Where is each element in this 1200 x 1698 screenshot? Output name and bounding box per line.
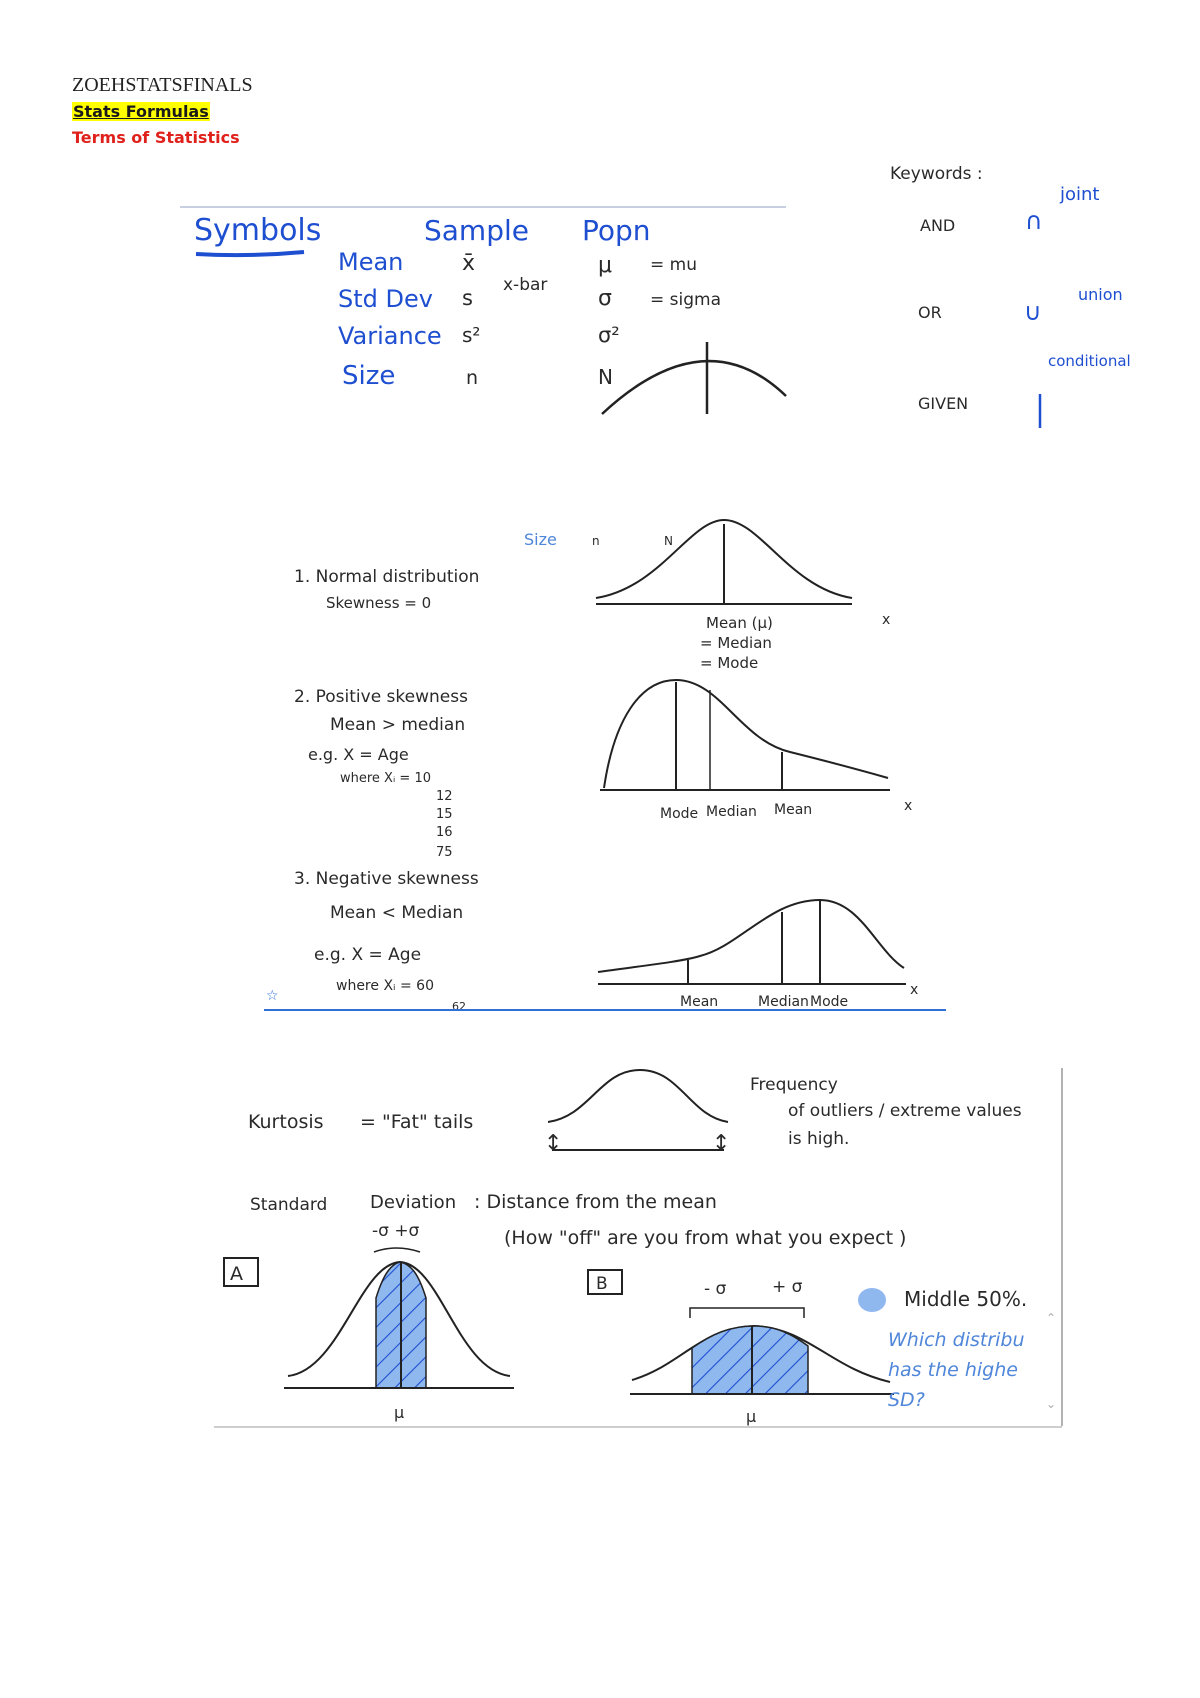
- kurtosis-label: Kurtosis: [248, 1111, 324, 1133]
- kurtosis-note-2: of outliers / extreme values: [788, 1101, 1022, 1121]
- kurtosis-curve: [548, 1070, 728, 1122]
- negative-skewness-detail: Mean < Median: [330, 903, 464, 923]
- normal-label-median: = Median: [700, 634, 772, 652]
- positive-skewness-title: 2. Positive skewness: [294, 687, 468, 707]
- col-sample-header: Sample: [424, 214, 529, 247]
- row-mean-popn-note: = mu: [650, 255, 697, 275]
- std-definition: : Distance from the mean: [474, 1191, 717, 1213]
- positive-value-3: 16: [436, 825, 453, 840]
- row-size-label: Size: [342, 361, 396, 391]
- positive-where: where Xᵢ = 10: [340, 771, 431, 786]
- legend-swatch: [858, 1288, 886, 1312]
- sigma-b-bracket: [690, 1308, 804, 1318]
- row-variance-sample: s²: [462, 323, 481, 347]
- negative-where: where Xᵢ = 60: [336, 978, 434, 994]
- sigma-b-plus: + σ: [772, 1277, 803, 1297]
- box-a-label: A: [230, 1263, 243, 1285]
- sigma-a-label: -σ +σ: [372, 1221, 420, 1241]
- popn-bell-curve: [602, 361, 786, 414]
- negative-value-1: 62: [452, 1000, 466, 1013]
- keyword-given-note: conditional: [1048, 352, 1131, 370]
- curve-b-middle-area: [692, 1326, 808, 1394]
- keyword-or-note: union: [1078, 285, 1123, 304]
- positive-label-mean: Mean: [774, 802, 813, 818]
- scroll-down-icon[interactable]: ⌄: [1046, 1397, 1057, 1411]
- kurtosis-left-arrow: ↕: [544, 1131, 563, 1156]
- kurtosis-sd-panel: [214, 1068, 1062, 1427]
- kurtosis-note-1: Frequency: [750, 1075, 838, 1095]
- sigma-a-bracket: [374, 1248, 420, 1252]
- positive-label-mode: Mode: [660, 806, 699, 822]
- kurtosis-note-3: is high.: [788, 1129, 850, 1149]
- row-mean-sample: x̄: [462, 251, 476, 276]
- normal-label-mode: = Mode: [700, 654, 759, 672]
- positive-x-label: x: [904, 798, 913, 814]
- negative-label-mode: Mode: [810, 994, 849, 1010]
- fragment-size: Size: [524, 530, 557, 549]
- keywords-heading: Keywords :: [890, 164, 983, 184]
- negative-label-median: Median: [758, 994, 809, 1010]
- row-size-sample: n: [466, 367, 479, 389]
- row-stddev-popn-note: = sigma: [650, 290, 721, 310]
- normal-distribution-title: 1. Normal distribution: [294, 567, 480, 587]
- positive-skewness-detail: Mean > median: [330, 715, 466, 735]
- skewness-panel: [264, 520, 946, 1013]
- negative-example: e.g. X = Age: [314, 945, 422, 965]
- row-stddev-sample: s: [462, 286, 473, 310]
- std-label-2: Deviation: [370, 1192, 457, 1213]
- keyword-or: OR: [918, 303, 942, 322]
- row-variance-popn: σ²: [598, 323, 620, 347]
- kurtosis-right-arrow: ↕: [712, 1131, 731, 1156]
- positive-skew-curve: [604, 680, 888, 788]
- negative-skewness-title: 3. Negative skewness: [294, 869, 479, 889]
- keyword-and: AND: [920, 216, 956, 235]
- union-symbol: ∪: [1024, 298, 1042, 326]
- normal-skewness-detail: Skewness = 0: [326, 594, 432, 612]
- positive-value-2: 15: [436, 807, 453, 822]
- legend-middle-50: Middle 50%.: [904, 1287, 1028, 1311]
- row-stddev-popn: σ: [598, 286, 612, 311]
- curve-b-mu: μ: [746, 1407, 757, 1426]
- symbols-table: [180, 207, 786, 414]
- positive-value-1: 12: [436, 789, 453, 804]
- sigma-b-minus: - σ: [704, 1279, 727, 1299]
- negative-label-mean: Mean: [680, 994, 719, 1010]
- question-line-2: has the highe: [888, 1359, 1018, 1381]
- kurtosis-definition: = "Fat" tails: [360, 1111, 474, 1133]
- normal-label-mean: Mean (μ): [706, 614, 773, 632]
- std-subtitle: (How "off" are you from what you expect ): [504, 1227, 907, 1249]
- row-stddev-label: Std Dev: [338, 285, 433, 313]
- document-title: ZOEHSTATSFINALS: [72, 74, 253, 96]
- keyword-given: GIVEN: [918, 394, 969, 413]
- row-mean-popn: μ: [598, 253, 612, 278]
- curve-a-mu: μ: [394, 1403, 405, 1422]
- row-variance-label: Variance: [338, 322, 442, 350]
- keyword-and-note: joint: [1060, 184, 1100, 205]
- positive-value-4: 75: [436, 845, 453, 860]
- row-mean-sample-note: x-bar: [503, 275, 548, 295]
- question-line-1: Which distribu: [888, 1329, 1025, 1351]
- row-mean-label: Mean: [338, 248, 404, 276]
- normal-x-label: x: [882, 612, 891, 628]
- negative-x-label: x: [910, 982, 919, 998]
- star-icon: ☆: [266, 988, 279, 1004]
- fragment-N: N: [664, 534, 673, 548]
- positive-label-median: Median: [706, 804, 757, 820]
- std-label: Standard: [250, 1195, 328, 1215]
- symbols-heading: Symbols: [194, 213, 322, 248]
- col-popn-header: Popn: [582, 214, 651, 247]
- box-b-label: B: [596, 1274, 608, 1294]
- symbols-underline: [196, 252, 304, 255]
- scroll-up-icon[interactable]: ⌃: [1046, 1311, 1057, 1325]
- row-size-popn: N: [598, 365, 613, 389]
- keywords-panel: [890, 164, 1131, 428]
- stats-formulas-link[interactable]: Stats Formulas: [73, 102, 209, 121]
- intersection-symbol: ∩: [1025, 207, 1043, 235]
- negative-skew-curve: [598, 900, 904, 972]
- fragment-n: n: [592, 534, 600, 548]
- terms-of-statistics-link[interactable]: Terms of Statistics: [72, 128, 240, 147]
- question-line-3: SD?: [888, 1389, 925, 1411]
- positive-example: e.g. X = Age: [308, 745, 409, 764]
